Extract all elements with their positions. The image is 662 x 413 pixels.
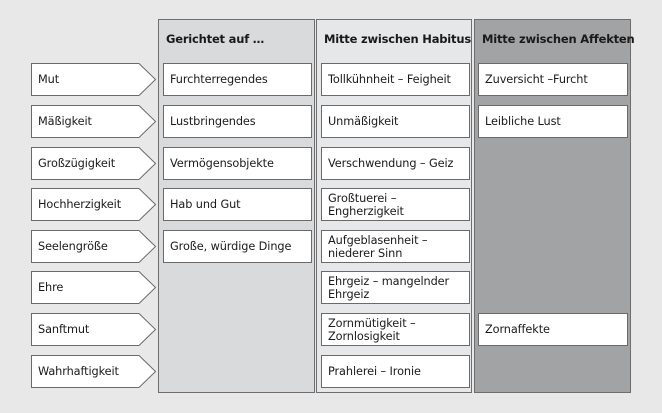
virtue-label: Großzügigkeit	[38, 157, 116, 170]
virtue-label: Seelengröße	[38, 240, 108, 253]
habitus-box: Tollkühnheit – Feigheit	[321, 63, 470, 96]
virtue-arrow	[31, 105, 156, 138]
habitus-box: Prahlerei – Ironie	[321, 355, 470, 388]
virtue-arrow	[31, 355, 156, 388]
virtue-arrow	[31, 313, 156, 346]
virtue-arrow	[31, 147, 156, 180]
virtue-arrow	[31, 63, 156, 96]
affects-box: Leibliche Lust	[478, 105, 628, 138]
column-header: Mitte zwischen Affekten	[482, 32, 635, 46]
directed-at-box: Vermögensobjekte	[163, 147, 312, 180]
habitus-box: Ehrgeiz – mangelnder Ehrgeiz	[321, 271, 470, 304]
directed-at-box: Furchterregendes	[163, 63, 312, 96]
affects-box: Zornaffekte	[478, 313, 628, 346]
virtue-label: Ehre	[38, 281, 64, 294]
directed-at-box: Hab und Gut	[163, 188, 312, 221]
virtue-arrow	[31, 188, 156, 221]
virtue-label: Wahrhaftigkeit	[38, 365, 119, 378]
virtue-label: Mut	[38, 73, 60, 86]
habitus-box: Aufgeblasenheit – niederer Sinn	[321, 230, 470, 263]
virtue-label: Mäßigkeit	[38, 115, 92, 128]
habitus-box: Zornmütigkeit – Zornlosigkeit	[321, 313, 470, 346]
habitus-box: Verschwendung – Geiz	[321, 147, 470, 180]
directed-at-box: Große, würdige Dinge	[163, 230, 312, 263]
column-header: Mitte zwischen Habitus	[324, 32, 471, 46]
directed-at-box: Lustbringendes	[163, 105, 312, 138]
habitus-box: Unmäßigkeit	[321, 105, 470, 138]
column-header: Gerichtet auf …	[166, 32, 265, 46]
virtue-label: Hochherzigkeit	[38, 198, 122, 211]
virtue-label: Sanftmut	[38, 323, 90, 336]
affects-box: Zuversicht –Furcht	[478, 63, 628, 96]
virtue-arrow	[31, 230, 156, 263]
habitus-box: Großtuerei – Engherzigkeit	[321, 188, 470, 221]
virtue-arrow	[31, 271, 156, 304]
